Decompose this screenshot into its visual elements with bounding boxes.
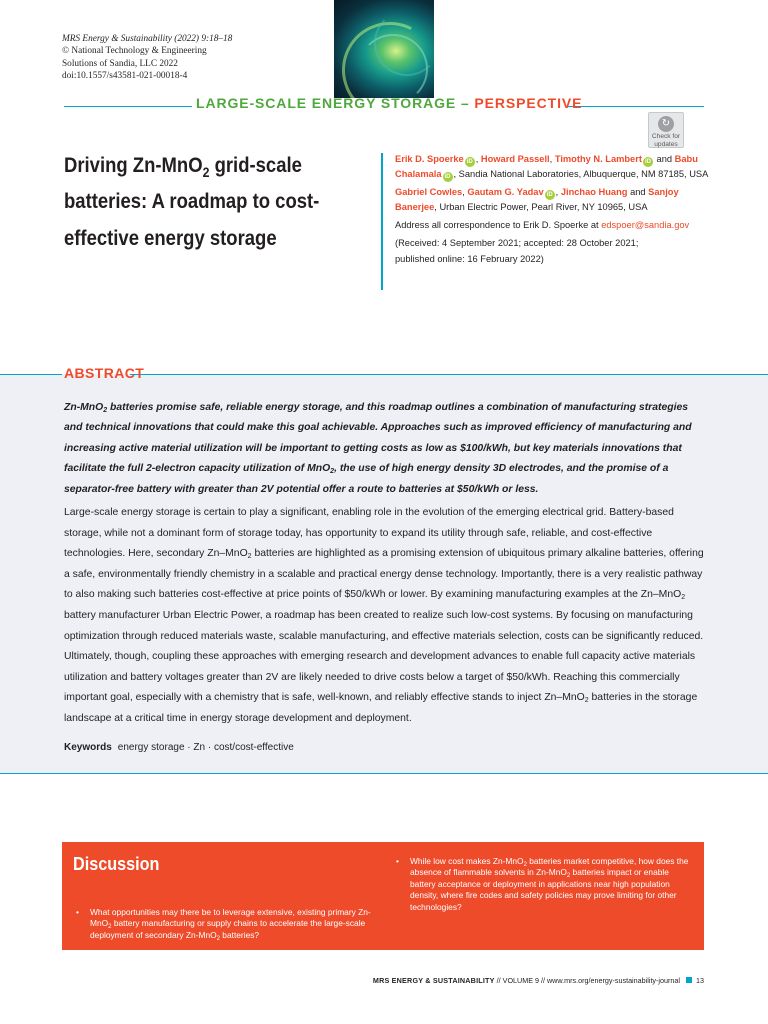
correspondence-label: Address all correspondence to Erik D. Spoerke at (395, 220, 602, 231)
updates-label-2: updates (654, 141, 678, 148)
lead-text: , the use of high energy density 3D electrodes, and the promise of a separator-free battery with greater than 2V potential offer a route to batteries at $50/kWh or less. (64, 463, 669, 495)
page-number: 13 (696, 976, 704, 985)
lead-text: Zn-MnO (64, 402, 104, 413)
footer-square-icon (686, 977, 692, 983)
authors-rule (381, 153, 383, 290)
dates-line-2: published online: 16 February 2022) (395, 253, 544, 264)
kicker-section: LARGE-SCALE ENERGY STORAGE (196, 95, 457, 111)
author-name[interactable]: Gabriel Cowles (395, 187, 463, 198)
discussion-question-1 (76, 907, 378, 942)
author-conjunction: and (630, 187, 646, 198)
updates-label-1: Check for (651, 133, 681, 140)
author-affiliation: , Sandia National Laboratories, Albuquerque, NM 87185, USA (453, 169, 709, 180)
author-name[interactable]: Babu Chalamala (395, 154, 698, 180)
abstract-heading: ABSTRACT (64, 365, 145, 381)
author-name[interactable]: Erik D. Spoerke (395, 154, 464, 164)
title-part-1: Driving Zn-MnO (64, 154, 203, 177)
question-subscript: 2 (108, 924, 112, 931)
kicker-rule-right (568, 106, 704, 107)
question-text: battery manufacturing or supply chains to accelerate the large-scale deployment of secondary Zn-MnO (90, 918, 366, 940)
author-group-uep: Gabriel Cowles, Gautam G. Yadav iD , Jinchao Huang and Sanjoy Banerjee, Urban Electric Power, Pearl River, NY 10965, USA (395, 187, 679, 213)
orcid-icon[interactable]: iD (466, 159, 473, 165)
author-name[interactable]: Howard Passell (480, 154, 550, 164)
journal-citation: MRS Energy & Sustainability (2022) 9:18–18 (62, 34, 233, 44)
article-dates (395, 236, 715, 266)
discussion-box (62, 842, 704, 950)
body-subscript: 2 (681, 594, 686, 602)
doi[interactable]: doi:10.1557/s43581-021-00018-4 (62, 71, 188, 82)
correspondence-email-link[interactable]: edspoer@sandia.gov (601, 220, 690, 231)
orcid-icon[interactable]: iD (644, 159, 651, 165)
update-icon: ↻ (658, 116, 674, 132)
bullet-icon: • (76, 907, 79, 917)
author-name[interactable]: Gautam G. Yadav (467, 187, 544, 198)
body-text: batteries in the storage landscape at a critical time in energy storage development and deployment. (64, 692, 698, 724)
kicker-separator: – (456, 95, 475, 111)
page-footer (373, 976, 704, 985)
keywords-values: energy storage · Zn · cost/cost-effective (117, 742, 294, 753)
lead-subscript: 2 (330, 468, 335, 476)
author-block (395, 152, 715, 267)
question-text: batteries market competitive, how does the absence of flammable solvents in Zn-MnO (410, 856, 689, 878)
correspondence (395, 218, 715, 233)
discussion-question-2 (396, 856, 696, 913)
journal-metadata (62, 33, 312, 83)
discussion-title: Discussion (73, 854, 160, 874)
section-kicker (196, 95, 583, 111)
keywords (64, 739, 294, 757)
author-name[interactable]: Sanjoy Banerjee (395, 187, 679, 213)
body-subscript: 2 (247, 553, 252, 561)
orcid-icon[interactable]: iD (444, 174, 451, 181)
question-subscript: 2 (566, 873, 571, 880)
abstract-lead (64, 398, 706, 500)
lead-subscript: 2 (103, 407, 108, 414)
footer-journal: MRS ENERGY & SUSTAINABILITY (372, 976, 495, 985)
footer-volume[interactable]: // VOLUME 9 // www.mrs.org/energy-sustainability-journal (496, 976, 680, 985)
body-text: Large-scale energy storage is certain to play a significant, enabling role in the evolution of the emerging electrical grid. Battery-based storage, while not a dominant form of storage today, has opportunity to expand its utility through safe, reliable, and cost-effective technologies. Here, secondary Zn–MnO (64, 507, 674, 560)
question-text: batteries? (219, 929, 260, 940)
question-subscript: 2 (216, 935, 220, 942)
author-conjunction: and (656, 154, 673, 164)
orcid-icon[interactable]: iD (546, 192, 553, 199)
title-part-2: grid-scale batteries: A roadmap to cost-effective energy storage (64, 154, 320, 250)
abstract-rule-left (0, 374, 62, 375)
check-for-updates-button[interactable] (648, 112, 684, 148)
article-title (64, 148, 328, 257)
lead-text: batteries promise safe, reliable energy storage, and this roadmap outlines a combination of manufacturing strategies and technical innovations that could make this goal achievable. Approaches such as improved efficiency of manufacturing and increasing active material utilization will be important to getting costs as low as $100/kWh, but key materials innovations that facilitate the full 2-electron capacity utilization of MnO (64, 402, 692, 475)
keywords-label: Keywords (64, 742, 112, 753)
author-group-sandia: Erik D. Spoerke iD , Howard Passell, Timothy N. Lambert iD and Babu Chalamala iD , Sandia National Laboratories, Albuquerque, NM 87185, USA (395, 154, 709, 181)
author-affiliation: , Urban Electric Power, Pearl River, NY 10965, USA (434, 202, 648, 213)
dates-line-1: (Received: 4 September 2021; accepted: 28 October 2021; (395, 238, 639, 249)
abstract-rule-bottom (0, 773, 768, 774)
question-text: What opportunities may there be to leverage extensive, existing primary Zn-MnO (90, 907, 371, 929)
body-text: batteries are highlighted as a promising extension of ubiquitous primary alkaline batteries, offering a safe, environmentally friendly chemistry in a scalable and practical energy dense technology. Importantly, there is a very realistic pathway to also making such batteries cost-effective at price points of $50/kWh or lower. By examining manufacturing examples at the Zn–MnO (64, 548, 704, 601)
kicker-rule-left (64, 106, 192, 107)
question-text: batteries impact or enable battery acceptance or deployment in applications near high population density, where fire codes and safety policies may prove limiting for other technologies? (410, 867, 677, 912)
title-subscript: 2 (202, 164, 210, 180)
abstract-body (64, 503, 706, 730)
journal-cover-image (334, 0, 434, 98)
copyright-line-1: © National Technology & Engineering (62, 46, 207, 57)
author-name[interactable]: Jinchao Huang (560, 187, 628, 198)
body-subscript: 2 (584, 697, 589, 705)
abstract-rule-right (130, 374, 768, 375)
author-name[interactable]: Timothy N. Lambert (554, 154, 642, 164)
body-text: battery manufacturer Urban Electric Power, a roadmap has been created to realize such low-cost systems. By focusing on manufacturing optimization through reduced materials waste, scalable manufacturing, and effective materials selection, costs can be significantly reduced. Ultimately, though, coupling these approaches with emerging research and development advances to enable full capacity active materials utilization and battery voltages greater than 2V are likely needed to drive costs below a target of $50/kWh. Reaching this commercially important goal, especially with a chemistry that is safe, well-known, and reliably effective stands to inject Zn–MnO (64, 609, 704, 704)
question-text: While low cost makes Zn-MnO (410, 856, 524, 866)
copyright-line-2: Solutions of Sandia, LLC 2022 (62, 58, 178, 69)
kicker-type: PERSPECTIVE (474, 95, 583, 111)
bullet-icon: • (396, 856, 399, 866)
question-subscript: 2 (523, 862, 527, 868)
